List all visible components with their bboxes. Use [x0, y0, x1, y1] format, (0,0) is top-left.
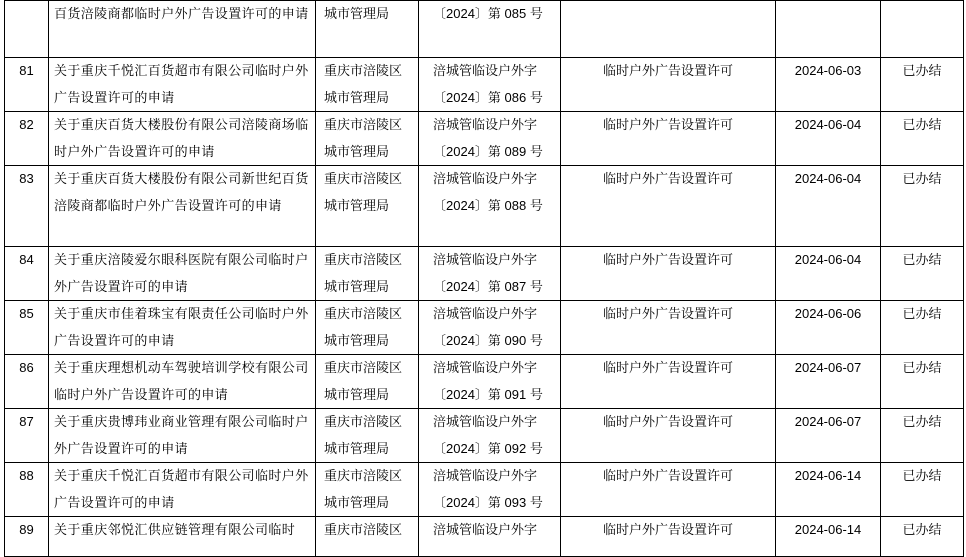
org-line1: 重庆市涪陵区: [324, 360, 403, 375]
cell-date: 2024-06-03: [776, 58, 881, 112]
cell-type: 临时户外广告设置许可: [561, 112, 776, 166]
org-line2: 城市管理局: [324, 278, 390, 294]
doc-line1: 涪城管临设户外字: [433, 63, 538, 78]
table-row: [5, 112, 964, 166]
cell-num: 81: [5, 58, 49, 112]
cell-status: 已办结: [881, 112, 964, 166]
org-line2: 城市管理局: [324, 6, 390, 21]
table-row: [5, 247, 964, 301]
org-line1: 重庆市涪陵区: [324, 306, 403, 321]
cell-status: 已办结: [881, 301, 964, 355]
cell-num: 85: [5, 301, 49, 355]
permit-table: [4, 0, 964, 557]
cell-status: 已办结: [881, 355, 964, 409]
cell-doc-no: [419, 112, 561, 166]
org-line1: 重庆市涪陵区: [324, 252, 403, 267]
doc-line2: 〔2024〕第 087 号: [433, 278, 543, 294]
cell-org: [316, 247, 419, 301]
cell-org: [316, 301, 419, 355]
table-row: [5, 301, 964, 355]
cell-doc-no: [419, 355, 561, 409]
doc-line1: 涪城管临设户外字: [433, 171, 538, 186]
org-line2: 城市管理局: [324, 197, 390, 213]
cell-org: [316, 112, 419, 166]
cell-title: [49, 517, 316, 557]
doc-line2: 〔2024〕第 090 号: [433, 332, 543, 348]
doc-line1: 涪城管临设户外字: [433, 117, 538, 132]
doc-line2: 〔2024〕第 086 号: [433, 89, 543, 105]
cell-doc-no: [419, 517, 561, 557]
cell-doc-no: [419, 409, 561, 463]
cell-org: [316, 409, 419, 463]
cell-type: 临时户外广告设置许可: [561, 463, 776, 517]
cell-date: 2024-06-14: [776, 517, 881, 557]
cell-doc-no: [419, 1, 561, 58]
cell-date: [776, 1, 881, 58]
cell-doc-no: [419, 166, 561, 247]
cell-num: 82: [5, 112, 49, 166]
title-text: 百货涪陵商都临时户外广告设置许可的申请: [54, 6, 309, 21]
title-text: 关于重庆涪陵爱尔眼科医院有限公司临时户外广告设置许可的申请: [54, 252, 309, 294]
cell-status: 已办结: [881, 409, 964, 463]
cell-status: 已办结: [881, 463, 964, 517]
cell-date: 2024-06-06: [776, 301, 881, 355]
cell-date: 2024-06-07: [776, 355, 881, 409]
cell-doc-no: [419, 301, 561, 355]
org-line2: 城市管理局: [324, 386, 390, 402]
cell-num: 89: [5, 517, 49, 557]
cell-org: [316, 463, 419, 517]
table-row: [5, 409, 964, 463]
title-text: 关于重庆市佳着珠宝有限责任公司临时户外广告设置许可的申请: [54, 306, 309, 348]
table-row-partial: [5, 1, 964, 58]
cell-status: 已办结: [881, 247, 964, 301]
doc-line2: 〔2024〕第 092 号: [433, 440, 543, 456]
doc-line1: 涪城管临设户外字: [433, 468, 538, 483]
cell-title: [49, 112, 316, 166]
cell-title: [49, 409, 316, 463]
cell-num: 88: [5, 463, 49, 517]
cell-title: [49, 301, 316, 355]
cell-status: 已办结: [881, 517, 964, 557]
cell-date: 2024-06-14: [776, 463, 881, 517]
table-row: [5, 58, 964, 112]
doc-line2: 〔2024〕第 091 号: [433, 386, 543, 402]
cell-date: 2024-06-04: [776, 166, 881, 247]
cell-status: [881, 1, 964, 58]
cell-org: [316, 517, 419, 557]
cell-type: 临时户外广告设置许可: [561, 166, 776, 247]
org-line1: 重庆市涪陵区: [324, 63, 403, 78]
cell-num: 83: [5, 166, 49, 247]
org-line2: 城市管理局: [324, 494, 390, 510]
table-row: [5, 355, 964, 409]
cell-title: [49, 355, 316, 409]
org-line2: 城市管理局: [324, 440, 390, 456]
cell-num: [5, 1, 49, 58]
cell-org: [316, 355, 419, 409]
title-text: 关于重庆千悦汇百货超市有限公司临时户外广告设置许可的申请: [54, 468, 309, 510]
doc-line2: 〔2024〕第 088 号: [433, 197, 543, 213]
org-line2: 城市管理局: [324, 332, 390, 348]
cell-date: 2024-06-04: [776, 112, 881, 166]
doc-line1: 涪城管临设户外字: [433, 522, 538, 537]
cell-title: [49, 166, 316, 247]
doc-line1: 涪城管临设户外字: [433, 360, 538, 375]
cell-title: [49, 1, 316, 58]
title-text: 关于重庆千悦汇百货超市有限公司临时户外广告设置许可的申请: [54, 63, 309, 105]
doc-line1: 涪城管临设户外字: [433, 414, 538, 429]
cell-type: 临时户外广告设置许可: [561, 409, 776, 463]
title-text: 关于重庆百货大楼股份有限公司新世纪百货涪陵商都临时户外广告设置许可的申请: [54, 171, 309, 213]
cell-org: [316, 1, 419, 58]
org-line1: 重庆市涪陵区: [324, 117, 403, 132]
cell-type: [561, 1, 776, 58]
cell-type: 临时户外广告设置许可: [561, 247, 776, 301]
cell-title: [49, 58, 316, 112]
cell-org: [316, 58, 419, 112]
doc-line1: 涪城管临设户外字: [433, 306, 538, 321]
table-row: [5, 166, 964, 247]
cell-date: 2024-06-04: [776, 247, 881, 301]
cell-num: 84: [5, 247, 49, 301]
doc-line2: 〔2024〕第 089 号: [433, 143, 543, 159]
org-line2: 城市管理局: [324, 89, 390, 105]
cell-doc-no: [419, 247, 561, 301]
cell-doc-no: [419, 463, 561, 517]
cell-type: 临时户外广告设置许可: [561, 58, 776, 112]
doc-line1: 涪城管临设户外字: [433, 252, 538, 267]
cell-org: [316, 166, 419, 247]
cell-status: 已办结: [881, 166, 964, 247]
cell-doc-no: [419, 58, 561, 112]
cell-date: 2024-06-07: [776, 409, 881, 463]
table-row: [5, 517, 964, 557]
title-text: 关于重庆邻悦汇供应链管理有限公司临时: [54, 522, 296, 537]
cell-num: 87: [5, 409, 49, 463]
doc-line2: 〔2024〕第 093 号: [433, 494, 543, 510]
org-line1: 重庆市涪陵区: [324, 468, 403, 483]
table-row: [5, 463, 964, 517]
org-line1: 重庆市涪陵区: [324, 522, 403, 537]
cell-status: 已办结: [881, 58, 964, 112]
cell-title: [49, 463, 316, 517]
org-line2: 城市管理局: [324, 143, 390, 159]
cell-type: 临时户外广告设置许可: [561, 301, 776, 355]
cell-num: 86: [5, 355, 49, 409]
doc-line2: 〔2024〕第 085 号: [433, 6, 543, 21]
title-text: 关于重庆贵博玮业商业管理有限公司临时户外广告设置许可的申请: [54, 414, 309, 456]
org-line1: 重庆市涪陵区: [324, 414, 403, 429]
title-text: 关于重庆理想机动车驾驶培训学校有限公司临时户外广告设置许可的申请: [54, 360, 309, 402]
cell-type: 临时户外广告设置许可: [561, 355, 776, 409]
title-text: 关于重庆百货大楼股份有限公司涪陵商场临时户外广告设置许可的申请: [54, 117, 309, 159]
cell-type: 临时户外广告设置许可: [561, 517, 776, 557]
cell-title: [49, 247, 316, 301]
org-line1: 重庆市涪陵区: [324, 171, 403, 186]
